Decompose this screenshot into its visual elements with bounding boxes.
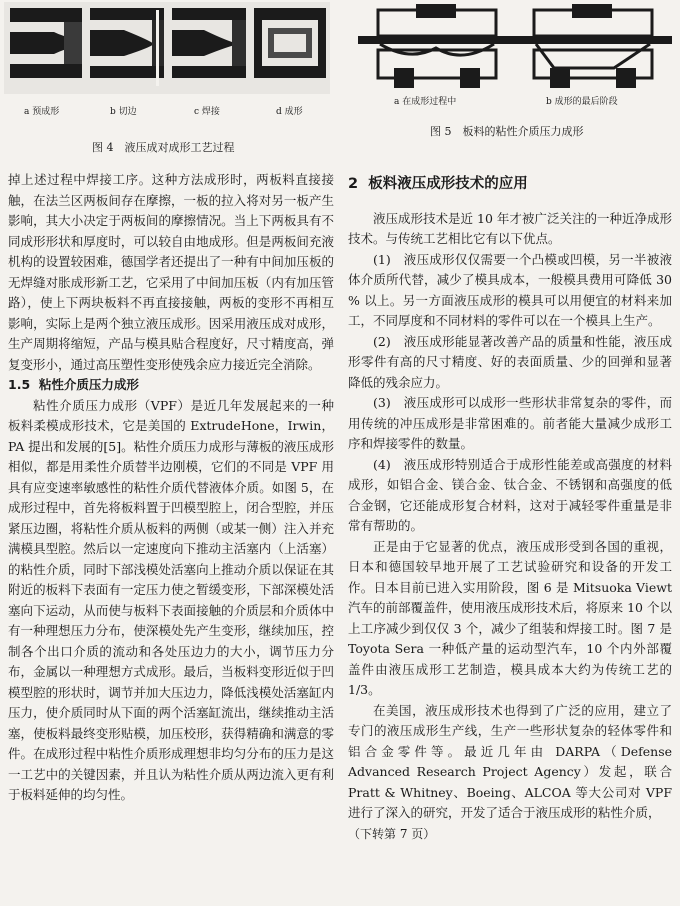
subsection-number: 1.5 (8, 377, 31, 392)
figure-5-panel-label-a: a 在成形过程中 (394, 97, 457, 107)
figure-4-panel-label-a: a 预成形 (24, 107, 60, 117)
advantage-item-1: (1) 液压成形仅仅需要一个凸模或凹模，另一半被液体介质所代替，减少了模具成本，一般模具费用可降低 30 % 以上。另一方面液压成形的模具可以用便宜的材料来加工，不同厚度和不同材料的零件可以在一个模具上生产。 (348, 251, 672, 328)
left-paragraph-1: 掉上述过程中焊接工序。这种方法成形时，两板料直接接触，在法兰区两板间存在摩擦，一板的拉入将对另一板产生影响，其大小决定于两板间的摩擦情况。当上下两板具有不同成形形状和厚度时，可以较自由地成形。但是两板间充液机构的设置较困难，德国学者还提出了一种有中间加压板的无焊缝对胀成形新工艺，它采用了中间加压板（内有加压管路），使上下两块板料不再直接接触，两板的变形不再相互影响，实际上是两个独立液压成形。因采用液压成对成形，生产周期将缩短，产品与模具贴合程度好，尺寸精度高，弹复变形小，通过高压塑性变形使残余应力接近完全消除。 (8, 172, 334, 372)
section-heading (348, 174, 672, 195)
figure-4-panel-label-b: b 切边 (110, 107, 137, 117)
figure-5-illustration (350, 2, 676, 94)
figure-4-panel-label-c: c 焊接 (194, 107, 220, 117)
panel-c-drawing (172, 8, 246, 78)
left-paragraph-2: 粘性介质压力成形（VPF）是近几年发展起来的一种板料柔模成形技术，它是美国的 ExtrudeHone，Irwin，PA 提出和发展的[5]。粘性介质压力成形与薄板的液压成形相似，都是用柔性介质替半边刚模，它们的不同是 VPF 用具有应变速率敏感性的粘性介质代替液体介质。如图 5，在成形过程中，首先将板料置于凹模型腔上，闭合型腔，并压紧压边圈，将粘性介质从板料的两侧（或某一侧）注入并充满模具型腔。然后以一定速度向下推动主活塞内（上活塞）的粘性介质，同时下部浅模处活塞向上推动介质以保证在其附近的板料下表面有一定压力使之暂缓变形，下部深模处活塞向下运动，从而使与板料下表面接触的介质层和介质体中有一种理想压力分布，使深模处先产生变形，继续加压，控制各个出口介质的流动和各处压边力的大小，调节压力分布，金属以一种理想方式成形。最后，当板料变形近似于凹模型腔的形状时，调节并加大压边力，降低浅模处活塞缸内压力，使介质同时从下面的两个活塞缸流出，继续推动主活塞，使板料最终变形贴模，加压校形，获得精确和满意的零件。在成形过程中粘性介质形成理想非均匀分布的压力是这一工艺中的关键因素，并且认为粘性介质从两边流入更有利于板料延伸的均匀性。 (8, 397, 334, 802)
figure-5-panel-label-b: b 成形的最后阶段 (546, 97, 618, 107)
right-paragraph-japan: 正是由于它显著的优点，液压成形受到各国的重视，日本和德国较早地开展了工艺试验研究和设备的开发工作。日本目前已进入实用阶段，图 6 是 Mitsuoka Viewt 汽车的前部覆盖件，使用液压成形技术后，将原来 10 个以上工序减少到仅仅 3 个，减少了组装和焊接工时。图 7 是 Toyota Sera 一种低产量的运动型汽车，10 个内外部覆盖件由液压成形工艺制造，模具成本大约为传统工艺的 1/3。 (348, 538, 672, 697)
panel-a-drawing (10, 8, 82, 78)
right-column (348, 174, 672, 844)
panel-b-press-drawing (516, 4, 672, 88)
figure-4-caption: 图 4 液压成对成形工艺过程 (92, 141, 235, 154)
section-number: 2 (348, 176, 359, 192)
section-title: 板料液压成形技术的应用 (368, 176, 528, 192)
figure-5-caption: 图 5 板料的粘性介质压力成形 (430, 125, 584, 138)
panel-a-press-drawing (358, 4, 516, 88)
panel-b-drawing (90, 8, 164, 86)
figure-4 (4, 2, 330, 152)
right-paragraph-usa: 在美国，液压成形技术也得到了广泛的应用，建立了专门的液压成形生产线，生产一些形状复杂的轻体零件和铝合金零件等。最近几年由 DARPA（Defense Advanced Research Project Agency）发起，联合 Pratt & Whitney、Boeing、ALCOA 等大公司对 VPF 进行了深入的研究，开发了适合于液压成形的粘性介质， (348, 702, 672, 820)
left-column (8, 170, 334, 806)
subsection-heading (8, 375, 334, 396)
subsection-title: 粘性介质压力成形 (38, 377, 139, 392)
advantage-item-4: (4) 液压成形特别适合于成形性能差或高强度的材料成形，如铝合金、镁合金、钛合金、不锈钢和高强度的低合金钢，它还能成形复合材料，这对于减轻零件重量是非常有帮助的。 (348, 456, 672, 533)
advantage-item-2: (2) 液压成形能显著改善产品的质量和性能，液压成形零件有高的尺寸精度、好的表面质量、少的回弹和显著降低的残余应力。 (348, 333, 672, 390)
figure-5 (350, 2, 676, 142)
advantage-item-3: (3) 液压成形可以成形一些形状非常复杂的零件，而用传统的冲压成形是非常困难的。前者能大量减少成形工序和焊接零件的数量。 (348, 395, 672, 451)
continued-note: （下转第 7 页） (348, 826, 436, 841)
right-intro: 液压成形技术是近 10 年才被广泛关注的一种近净成形技术。与传统工艺相比它有以下优点。 (348, 210, 672, 246)
figure-4-illustration (4, 2, 330, 94)
figure-4-panel-label-d: d 成形 (276, 107, 303, 117)
